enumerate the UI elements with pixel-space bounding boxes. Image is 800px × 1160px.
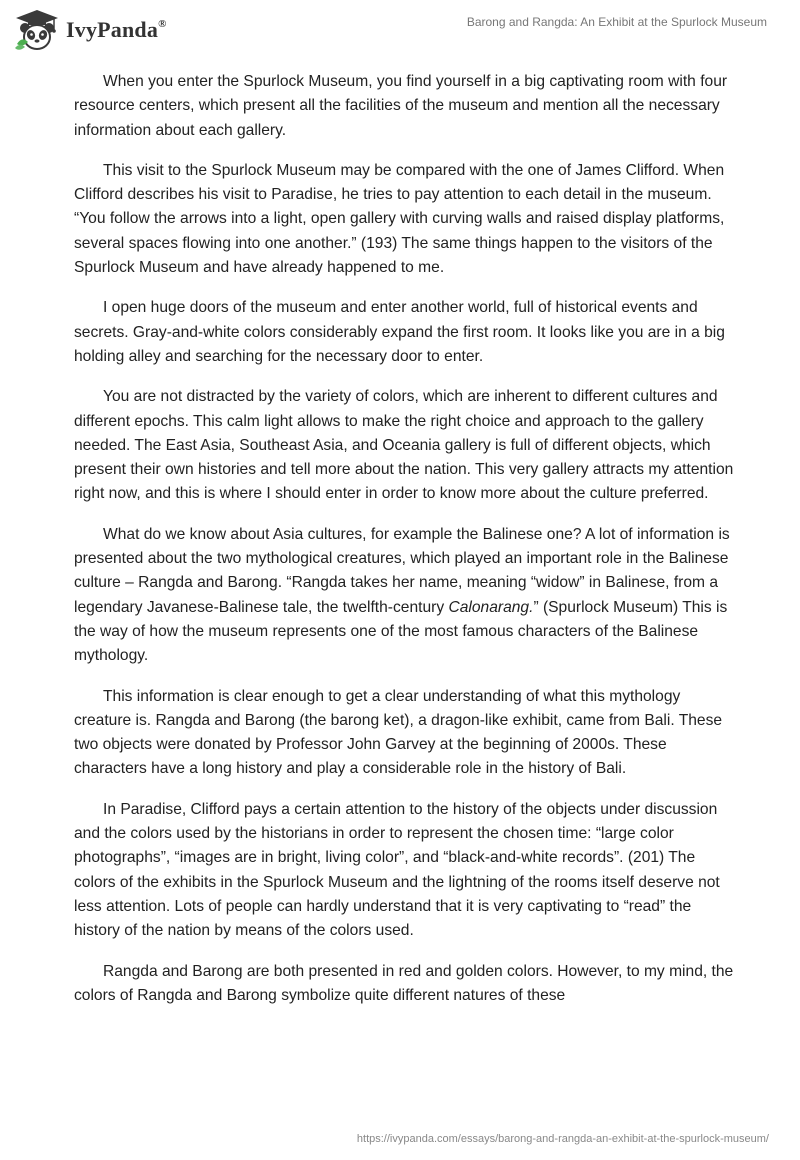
calonarang-italic: Calonarang. (448, 598, 534, 616)
document-title: Barong and Rangda: An Exhibit at the Spurlock Museum (466, 15, 767, 29)
essay-body (74, 70, 734, 1024)
paragraph-7: In Paradise, Clifford pays a certain attention to the history of the objects under discussion and the colors used by the historians in order to represent the chosen time: “large color photographs”, “images are in bright, living color”, and “black-and-white records”. (201) The colors of the exhibits in the Spurlock Museum and the lightning of the rooms itself deserve not less attention. Lots of people can hardly understand that it is very captivating to “read” the history of the nation by means of the colors used. (74, 800, 720, 940)
logo-wordmark: IvyPanda® (66, 17, 167, 42)
paragraph-5 (74, 523, 734, 669)
paragraph-8: Rangda and Barong are both presented in red and golden colors. However, to my mind, the colors of Rangda and Barong symbolize quite different natures of these (74, 962, 734, 1004)
source-url[interactable]: https://ivypanda.com/essays/barong-and-rangda-an-exhibit-at-the-spurlock-museum/ (356, 1133, 769, 1145)
paragraph-5-text-end: ” (Spurlock Museum) This is the way of how the museum represents one of the most famous characters of the Balinese mythology. (74, 598, 728, 665)
panda-graduate-icon (14, 8, 60, 52)
paragraph-1: When you enter the Spurlock Museum, you find yourself in a big captivating room with four resource centers, which present all the facilities of the museum and mention all the necessary information about each gallery. (74, 73, 728, 139)
paragraph-4: You are not distracted by the variety of colors, which are inherent to different cultures and different epochs. This calm light allows to make the right choice and approach to the gallery needed. The East Asia, Southeast Asia, and Oceania gallery is full of different objects, which present their own histories and tell more about the nation. This very gallery attracts my attention right now, and this is where I should enter in order to know more about the culture preferred. (74, 388, 734, 503)
page-header (0, 0, 800, 60)
paragraph-2: This visit to the Spurlock Museum may be compared with the one of James Clifford. When Clifford describes his visit to Paradise, he tries to pay attention to each detail in the museum. “You follow the arrows into a light, open gallery with curving walls and raised display platforms, several spaces flowing into one another.” (193) The same things happen to the visitors of the Spurlock Museum and have already happened to me. (74, 161, 725, 277)
ivypanda-logo[interactable] (14, 8, 167, 52)
paragraph-5-text-start: What do we know about Asia cultures, for example the Balinese one? A lot of information is presented about the two mythological creatures, which played an important role in the Balinese culture – Rangda and Barong. “Rangda takes her name, meaning “widow” in Balinese, from a legendary Javanese-Balinese tale, the twelfth-century (74, 525, 730, 616)
paragraph-3: I open huge doors of the museum and enter another world, full of historical events and secrets. Gray-and-white colors considerably expand the first room. It looks like you are in a big holding alley and searching for the necessary door to enter. (74, 299, 725, 365)
paragraph-6: This information is clear enough to get a clear understanding of what this mythology creature is. Rangda and Barong (the barong ket), a dragon-like exhibit, came from Bali. These two objects were donated by Professor John Garvey at the beginning of 2000s. These characters have a long history and play a considerable role in the history of Bali. (74, 687, 723, 778)
